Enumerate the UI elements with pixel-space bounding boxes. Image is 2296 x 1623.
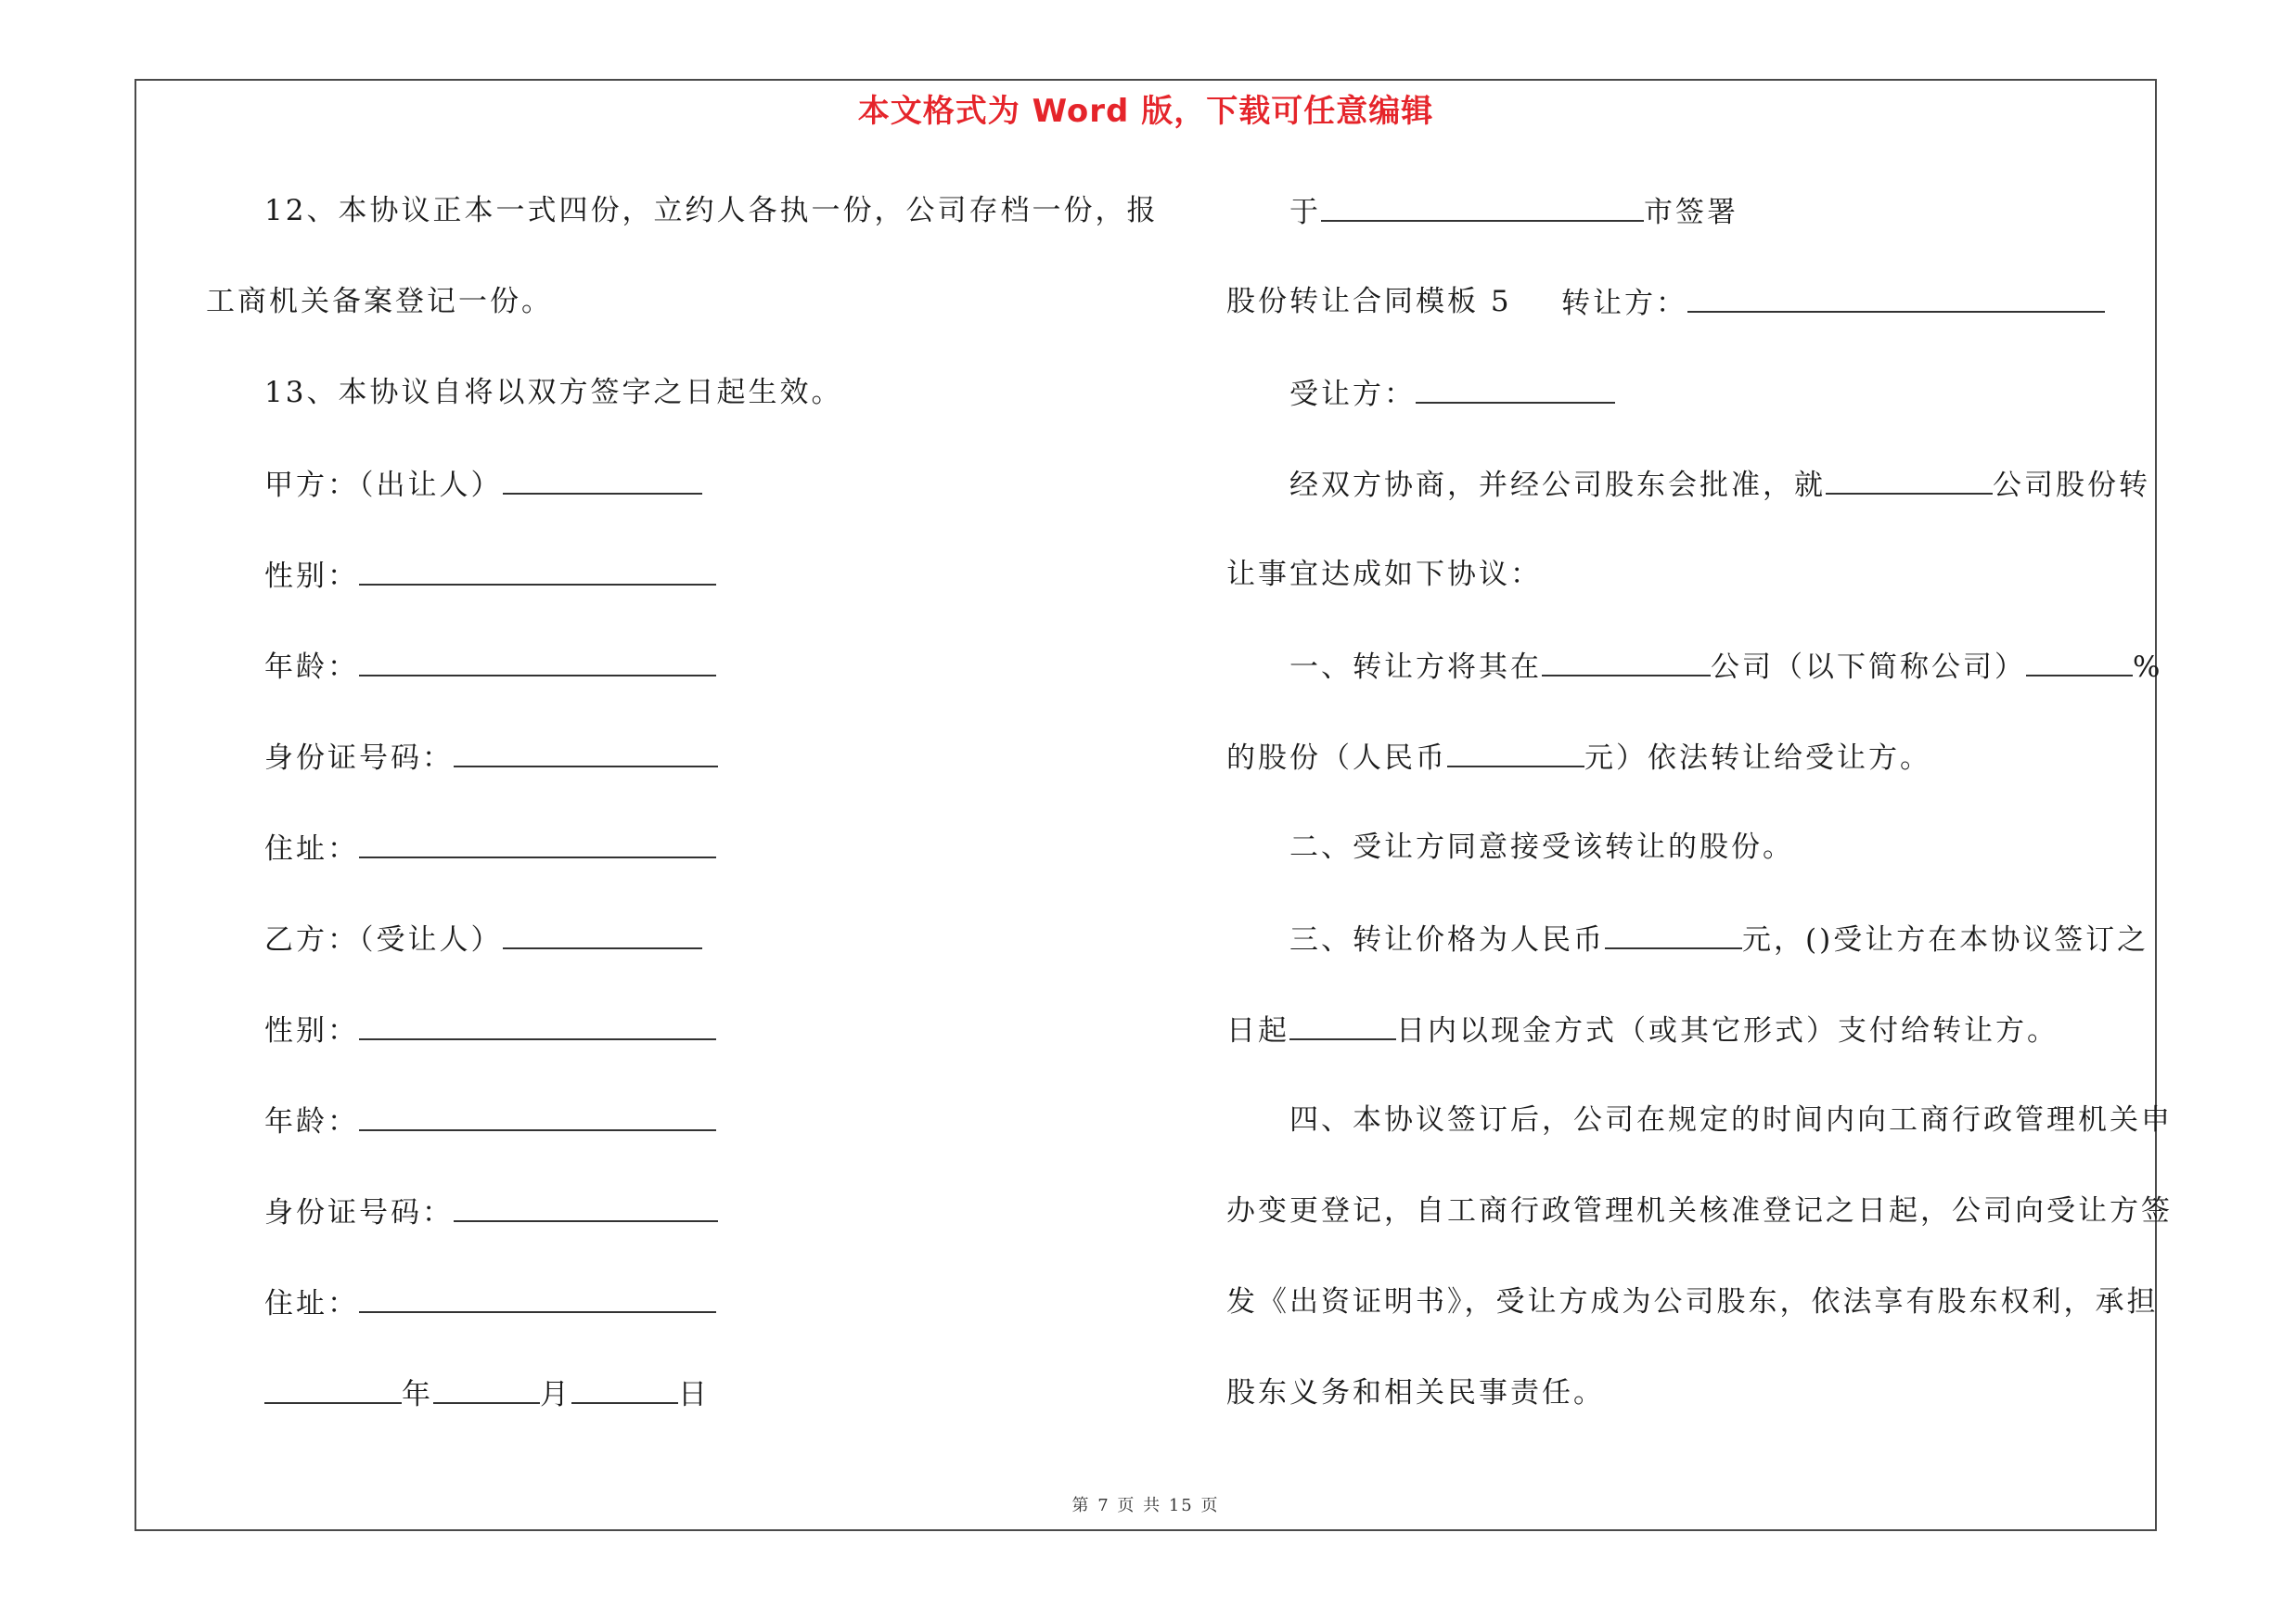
signed-at-suffix: 市签署 xyxy=(1644,196,1738,229)
para1-line2: 让事宜达成如下协议： xyxy=(1226,558,1542,591)
clause3-line2 xyxy=(1226,1011,2059,1050)
clause1-line1 xyxy=(1289,647,2162,686)
address-blank xyxy=(359,1283,716,1313)
party-b-row xyxy=(264,920,702,959)
transferor-blank xyxy=(1687,283,2105,313)
party-b-id-row xyxy=(264,1192,718,1231)
item-12-line2: 工商机关备案登记一份。 xyxy=(206,285,553,318)
party-a-address-row xyxy=(264,829,716,868)
address-label: 住址： xyxy=(264,1287,359,1320)
gender-blank xyxy=(359,1011,716,1040)
template-title: 股份转让合同模板 5 xyxy=(1226,285,1512,318)
party-a-row xyxy=(264,465,702,504)
transferee-label: 受让方： xyxy=(1289,378,1416,411)
date-row xyxy=(264,1374,710,1413)
para1-text-a: 经双方协商，并经公司股东会批准，就 xyxy=(1289,469,1826,502)
clause3-text-c: 日起 xyxy=(1226,1014,1289,1048)
year-label: 年 xyxy=(402,1378,433,1411)
percent-blank xyxy=(2026,647,2133,676)
clause1-line2 xyxy=(1226,738,1931,777)
clause3-text-b: 元，()受让方在本协议签订之 xyxy=(1742,923,2149,957)
age-blank xyxy=(359,1101,716,1131)
gender-label: 性别： xyxy=(264,1014,359,1048)
id-number-blank xyxy=(454,738,718,767)
clause1-text-b: 公司（以下简称公司） xyxy=(1711,650,2026,684)
id-number-label: 身份证号码： xyxy=(264,741,454,775)
clause4-line1: 四、本协议签订后，公司在规定的时间内向工商行政管理机关申 xyxy=(1289,1103,2173,1137)
age-blank xyxy=(359,647,716,676)
clause3-text-a: 三、转让价格为人民币 xyxy=(1289,923,1605,957)
party-a-label: 甲方：（出让人） xyxy=(264,469,503,502)
age-label: 年龄： xyxy=(264,650,359,684)
age-label: 年龄： xyxy=(264,1105,359,1139)
address-blank xyxy=(359,829,716,858)
signed-at-prefix: 于 xyxy=(1289,196,1321,229)
month-blank xyxy=(433,1374,540,1404)
party-a-gender-row xyxy=(264,556,716,595)
id-number-blank xyxy=(454,1192,718,1222)
year-blank xyxy=(264,1374,402,1404)
item-13: 13、本协议自将以双方签字之日起生效。 xyxy=(264,376,843,409)
id-number-label: 身份证号码： xyxy=(264,1196,454,1230)
clause4-line4: 股东义务和相关民事责任。 xyxy=(1226,1376,1605,1410)
percent-sign: % xyxy=(2133,650,2163,684)
day-label: 日 xyxy=(678,1378,710,1411)
party-a-age-row xyxy=(264,647,716,686)
format-banner: 本文格式为 Word 版，下载可任意编辑 xyxy=(857,93,1434,130)
para1-text-b: 公司股份转 xyxy=(1993,469,2150,502)
party-a-id-row xyxy=(264,738,718,777)
transferor-label: 转让方： xyxy=(1561,287,1687,320)
clause2: 二、受让方同意接受该转让的股份。 xyxy=(1289,831,1794,864)
clause1-text-a: 一、转让方将其在 xyxy=(1289,650,1542,684)
month-label: 月 xyxy=(540,1378,571,1411)
party-b-label: 乙方：（受让人） xyxy=(264,923,503,957)
amount-blank xyxy=(1447,738,1584,767)
clause3-line1 xyxy=(1289,920,2148,959)
clause3-text-d: 日内以现金方式（或其它形式）支付给转让方。 xyxy=(1396,1014,2059,1048)
gender-label: 性别： xyxy=(264,560,359,593)
transferee-row xyxy=(1289,374,1615,413)
clause1-text-e: 元）依法转让给受让方。 xyxy=(1584,741,1931,775)
item-12-line1: 12、本协议正本一式四份，立约人各执一份，公司存档一份，报 xyxy=(264,194,1159,227)
transferor-row xyxy=(1561,283,2105,322)
city-blank xyxy=(1321,192,1644,222)
clause4-line2: 办变更登记，自工商行政管理机关核准登记之日起，公司向受让方签 xyxy=(1226,1194,2173,1228)
company-name-blank xyxy=(1542,647,1711,676)
party-b-address-row xyxy=(264,1283,716,1322)
signed-at-row xyxy=(1289,192,1738,231)
page-number: 第 7 页 共 15 页 xyxy=(1071,1496,1220,1515)
party-b-blank xyxy=(503,920,702,949)
clause4-line3: 发《出资证明书》，受让方成为公司股东，依法享有股东权利，承担 xyxy=(1226,1285,2159,1319)
price-blank xyxy=(1605,920,1742,949)
day-blank xyxy=(571,1374,678,1404)
party-b-age-row xyxy=(264,1101,716,1140)
company-blank xyxy=(1826,465,1993,495)
party-b-gender-row xyxy=(264,1011,716,1050)
para1-line1 xyxy=(1289,465,2150,504)
gender-blank xyxy=(359,556,716,586)
party-a-blank xyxy=(503,465,702,495)
address-label: 住址： xyxy=(264,832,359,866)
days-blank xyxy=(1289,1011,1396,1040)
clause1-text-d: 的股份（人民币 xyxy=(1226,741,1447,775)
transferee-blank xyxy=(1416,374,1615,404)
